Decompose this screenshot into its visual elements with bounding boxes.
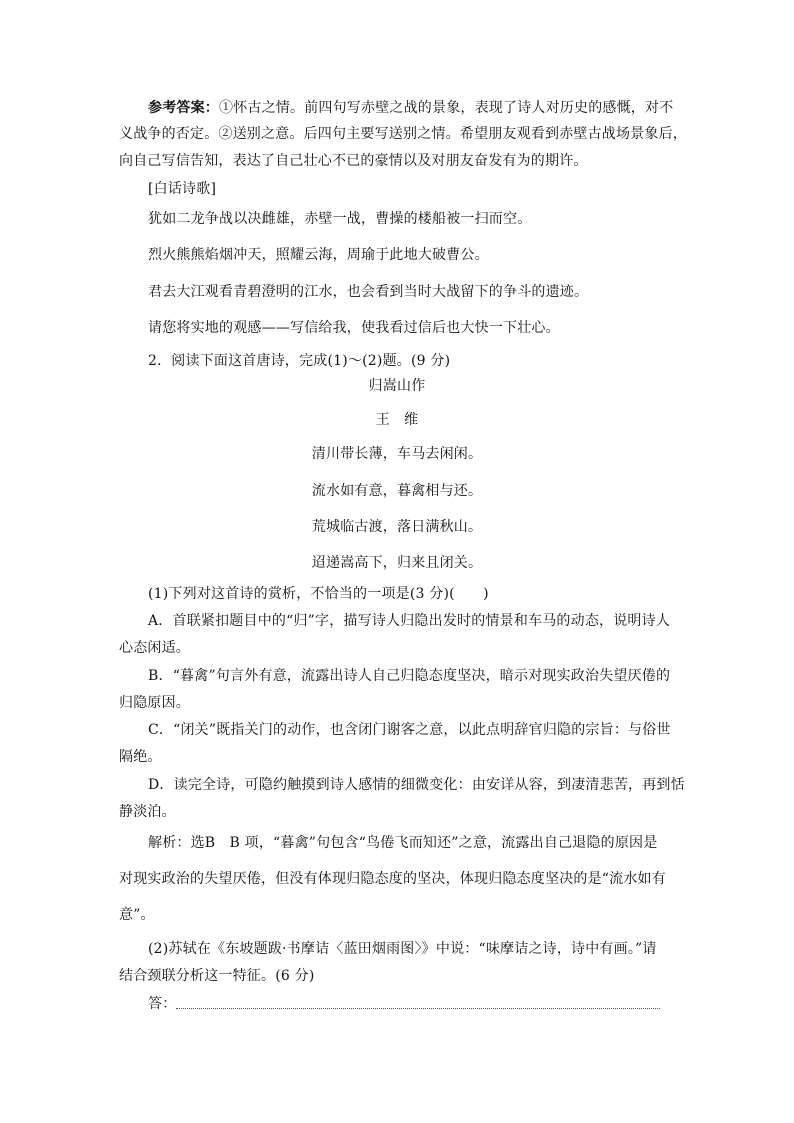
poem-line-3: 荒城临古渡，落日满秋山。 bbox=[311, 519, 483, 535]
option-c-line-2: 隔绝。 bbox=[119, 749, 162, 765]
answer-prompt: 答： bbox=[148, 996, 177, 1012]
subquestion-1: (1)下列对这首诗的赏析，不恰当的一项是(3 分)( ) bbox=[148, 586, 489, 602]
section-heading-vernacular: [白话诗歌] bbox=[148, 181, 217, 197]
answer-line-1 bbox=[148, 98, 673, 118]
option-d-line-1: D．读完全诗，可隐约触摸到诗人感情的细微变化：由安详从容，到凄清悲苦，再到恬 bbox=[148, 777, 685, 793]
option-d-line-2: 静淡泊。 bbox=[119, 804, 176, 820]
subquestion-2-line-2: 结合颈联分析这一特征。(6 分) bbox=[119, 968, 315, 984]
option-c-line-1: C．“闭关”既指关门的动作，也含闭门谢客之意，以此点明辞官归隐的宗旨：与俗世 bbox=[148, 722, 671, 738]
poem-line-2: 流水如有意，暮禽相与还。 bbox=[311, 483, 483, 499]
poem-line-1: 清川带长薄，车马去闲闲。 bbox=[311, 446, 483, 462]
analysis-line-3: 意”。 bbox=[119, 907, 155, 923]
vernacular-line-2: 烈火熊熊焰烟冲天，照耀云海，周瑜于此地大破曹公。 bbox=[148, 247, 489, 263]
answer-line-2: 义战争的否定。②送别之意。后四句主要写送别之情。希望朋友观看到赤壁古战场景象后， bbox=[119, 126, 687, 142]
question-2-prompt: 2．阅读下面这首唐诗，完成(1)～(2)题。(9 分) bbox=[148, 353, 451, 369]
poem-author: 王 维 bbox=[375, 412, 419, 428]
option-b-line-1: B．“暮禽”句言外有意，流露出诗人自己归隐态度坚决，暗示对现实政治失望厌倦的 bbox=[148, 668, 671, 684]
poem-line-4: 迢递嵩高下，归来且闭关。 bbox=[311, 555, 483, 571]
answer-text-1: ①怀古之情。前四句写赤壁之战的景象，表现了诗人对历史的感慨，对不 bbox=[219, 100, 674, 116]
analysis-line-1: 解析：选B B 项，“暮禽”句包含“鸟倦飞而知还”之意，流露出自己退隐的原因是 bbox=[148, 835, 658, 851]
answer-line-3: 向自己写信告知，表达了自己壮心不已的豪情以及对朋友奋发有为的期许。 bbox=[119, 153, 588, 169]
option-b-line-2: 归隐原因。 bbox=[119, 695, 190, 711]
vernacular-line-3: 君去大江观看青碧澄明的江水，也会看到当时大战留下的争斗的遗迹。 bbox=[148, 284, 589, 300]
vernacular-line-4: 请您将实地的观感——写信给我，使我看过信后也大快一下壮心。 bbox=[148, 320, 560, 336]
analysis-line-2: 对现实政治的失望厌倦，但没有体现归隐态度的坚决，体现归隐态度坚决的是“流水如有 bbox=[119, 871, 666, 887]
option-a-line-2: 心态闲适。 bbox=[119, 640, 190, 656]
vernacular-line-1: 犹如二龙争战以决雌雄，赤壁一战，曹操的楼船被一扫而空。 bbox=[148, 211, 532, 227]
answer-blank[interactable] bbox=[176, 1008, 660, 1009]
subquestion-2-line-1: (2)苏轼在《东坡题跋·书摩诘〈蓝田烟雨图〉》中说：“味摩诘之诗，诗中有画。”请 bbox=[148, 941, 657, 957]
answer-label: 参考答案： bbox=[148, 100, 219, 116]
option-a-line-1: A．首联紧扣题目中的“归”字，描写诗人归隐出发时的情景和车马的动态，说明诗人 bbox=[148, 613, 671, 629]
poem-title: 归嵩山作 bbox=[368, 378, 426, 394]
